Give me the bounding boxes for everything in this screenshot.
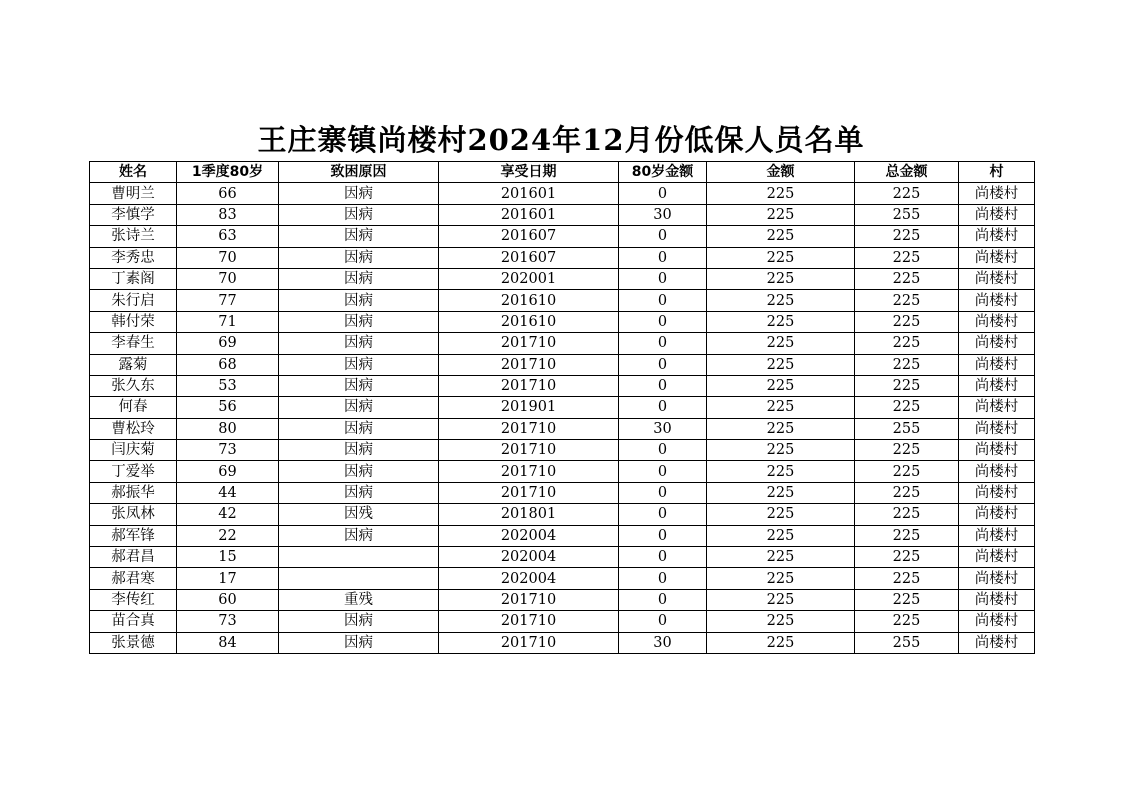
cell-village: 尚楼村 (959, 290, 1035, 311)
cell-total: 225 (855, 611, 959, 632)
cell-q1-80: 71 (177, 311, 279, 332)
cell-date: 201710 (439, 461, 619, 482)
cell-80-amount: 0 (619, 183, 707, 204)
cell-80-amount: 0 (619, 461, 707, 482)
cell-name: 闫庆菊 (90, 440, 177, 461)
table-row (90, 632, 1035, 653)
cell-name: 张景德 (90, 632, 177, 653)
cell-village: 尚楼村 (959, 568, 1035, 589)
cell-name: 李传红 (90, 589, 177, 610)
cell-amount: 225 (707, 547, 855, 568)
cell-total: 225 (855, 547, 959, 568)
cell-date: 202004 (439, 568, 619, 589)
cell-name: 韩付荣 (90, 311, 177, 332)
cell-total: 225 (855, 482, 959, 503)
cell-amount: 225 (707, 397, 855, 418)
cell-amount: 225 (707, 183, 855, 204)
cell-name: 张诗兰 (90, 226, 177, 247)
cell-80-amount: 0 (619, 525, 707, 546)
cell-date: 202001 (439, 268, 619, 289)
header-q1-80: 1季度80岁 (177, 162, 279, 183)
cell-village: 尚楼村 (959, 354, 1035, 375)
cell-amount: 225 (707, 354, 855, 375)
table-row (90, 418, 1035, 439)
table-row (90, 354, 1035, 375)
table-row (90, 204, 1035, 225)
cell-total: 225 (855, 183, 959, 204)
cell-total: 225 (855, 568, 959, 589)
cell-total: 225 (855, 354, 959, 375)
cell-q1-80: 60 (177, 589, 279, 610)
cell-q1-80: 44 (177, 482, 279, 503)
table-row (90, 397, 1035, 418)
cell-80-amount: 30 (619, 632, 707, 653)
cell-total: 225 (855, 375, 959, 396)
cell-name: 丁爱举 (90, 461, 177, 482)
cell-date: 201710 (439, 440, 619, 461)
cell-village: 尚楼村 (959, 504, 1035, 525)
header-village: 村 (959, 162, 1035, 183)
cell-q1-80: 66 (177, 183, 279, 204)
cell-amount: 225 (707, 632, 855, 653)
cell-amount: 225 (707, 589, 855, 610)
cell-q1-80: 69 (177, 333, 279, 354)
cell-q1-80: 68 (177, 354, 279, 375)
cell-80-amount: 0 (619, 311, 707, 332)
cell-name: 何春 (90, 397, 177, 418)
cell-q1-80: 22 (177, 525, 279, 546)
cell-q1-80: 53 (177, 375, 279, 396)
cell-total: 225 (855, 290, 959, 311)
table-row (90, 183, 1035, 204)
cell-amount: 225 (707, 333, 855, 354)
cell-q1-80: 77 (177, 290, 279, 311)
table-row (90, 589, 1035, 610)
cell-amount: 225 (707, 268, 855, 289)
cell-village: 尚楼村 (959, 183, 1035, 204)
cell-80-amount: 0 (619, 589, 707, 610)
cell-village: 尚楼村 (959, 311, 1035, 332)
cell-80-amount: 0 (619, 226, 707, 247)
cell-80-amount: 0 (619, 611, 707, 632)
cell-name: 郝振华 (90, 482, 177, 503)
cell-name: 张凤林 (90, 504, 177, 525)
cell-q1-80: 80 (177, 418, 279, 439)
cell-amount: 225 (707, 375, 855, 396)
cell-reason: 因病 (279, 418, 439, 439)
header-row (90, 162, 1035, 183)
cell-village: 尚楼村 (959, 418, 1035, 439)
cell-amount: 225 (707, 440, 855, 461)
cell-amount: 225 (707, 504, 855, 525)
cell-name: 李秀忠 (90, 247, 177, 268)
table-row (90, 611, 1035, 632)
cell-total: 225 (855, 589, 959, 610)
cell-reason (279, 568, 439, 589)
cell-amount: 225 (707, 611, 855, 632)
cell-village: 尚楼村 (959, 482, 1035, 503)
cell-reason: 因病 (279, 354, 439, 375)
cell-village: 尚楼村 (959, 611, 1035, 632)
cell-reason: 因病 (279, 375, 439, 396)
cell-80-amount: 0 (619, 290, 707, 311)
cell-80-amount: 0 (619, 375, 707, 396)
header-date: 享受日期 (439, 162, 619, 183)
cell-q1-80: 42 (177, 504, 279, 525)
cell-reason: 因病 (279, 290, 439, 311)
header-name: 姓名 (90, 162, 177, 183)
cell-date: 201601 (439, 204, 619, 225)
cell-date: 202004 (439, 547, 619, 568)
cell-village: 尚楼村 (959, 461, 1035, 482)
table-row (90, 311, 1035, 332)
cell-reason: 因病 (279, 183, 439, 204)
cell-q1-80: 73 (177, 440, 279, 461)
cell-amount: 225 (707, 482, 855, 503)
cell-q1-80: 83 (177, 204, 279, 225)
cell-80-amount: 0 (619, 568, 707, 589)
cell-date: 201710 (439, 632, 619, 653)
cell-name: 张久东 (90, 375, 177, 396)
cell-village: 尚楼村 (959, 247, 1035, 268)
cell-village: 尚楼村 (959, 589, 1035, 610)
page-title: 王庄寨镇尚楼村2024年12月份低保人员名单 (257, 123, 865, 157)
cell-village: 尚楼村 (959, 632, 1035, 653)
cell-reason: 重残 (279, 589, 439, 610)
table-row (90, 268, 1035, 289)
cell-total: 225 (855, 504, 959, 525)
cell-q1-80: 84 (177, 632, 279, 653)
cell-amount: 225 (707, 418, 855, 439)
table-row (90, 226, 1035, 247)
cell-date: 202004 (439, 525, 619, 546)
cell-total: 225 (855, 333, 959, 354)
cell-name: 李春生 (90, 333, 177, 354)
cell-reason: 因病 (279, 461, 439, 482)
table-row (90, 547, 1035, 568)
roster-table (89, 161, 1035, 654)
cell-reason: 因病 (279, 482, 439, 503)
table-row (90, 440, 1035, 461)
cell-date: 201710 (439, 611, 619, 632)
cell-80-amount: 0 (619, 504, 707, 525)
cell-date: 201607 (439, 247, 619, 268)
cell-date: 201710 (439, 375, 619, 396)
cell-amount: 225 (707, 226, 855, 247)
header-total: 总金额 (855, 162, 959, 183)
cell-name: 曹松玲 (90, 418, 177, 439)
cell-amount: 225 (707, 247, 855, 268)
table-row (90, 461, 1035, 482)
cell-village: 尚楼村 (959, 204, 1035, 225)
cell-total: 255 (855, 204, 959, 225)
cell-total: 255 (855, 632, 959, 653)
cell-q1-80: 17 (177, 568, 279, 589)
cell-date: 201710 (439, 589, 619, 610)
cell-amount: 225 (707, 204, 855, 225)
header-amount: 金额 (707, 162, 855, 183)
cell-reason: 因病 (279, 226, 439, 247)
cell-date: 201610 (439, 290, 619, 311)
cell-date: 201710 (439, 333, 619, 354)
cell-date: 201607 (439, 226, 619, 247)
cell-80-amount: 30 (619, 418, 707, 439)
cell-name: 郝君寒 (90, 568, 177, 589)
cell-reason: 因病 (279, 397, 439, 418)
cell-village: 尚楼村 (959, 268, 1035, 289)
cell-reason: 因病 (279, 333, 439, 354)
cell-80-amount: 0 (619, 354, 707, 375)
cell-reason: 因病 (279, 247, 439, 268)
table-row (90, 375, 1035, 396)
cell-reason: 因残 (279, 504, 439, 525)
cell-name: 曹明兰 (90, 183, 177, 204)
header-80-amount: 80岁金额 (619, 162, 707, 183)
cell-village: 尚楼村 (959, 440, 1035, 461)
table-row (90, 482, 1035, 503)
cell-name: 丁素阁 (90, 268, 177, 289)
cell-total: 225 (855, 311, 959, 332)
cell-reason: 因病 (279, 268, 439, 289)
cell-name: 露菊 (90, 354, 177, 375)
cell-80-amount: 30 (619, 204, 707, 225)
cell-date: 201901 (439, 397, 619, 418)
cell-amount: 225 (707, 568, 855, 589)
cell-name: 朱行启 (90, 290, 177, 311)
cell-80-amount: 0 (619, 440, 707, 461)
cell-total: 225 (855, 226, 959, 247)
cell-80-amount: 0 (619, 482, 707, 503)
cell-80-amount: 0 (619, 333, 707, 354)
cell-reason: 因病 (279, 632, 439, 653)
cell-date: 201601 (439, 183, 619, 204)
cell-date: 201710 (439, 418, 619, 439)
table-row (90, 290, 1035, 311)
cell-village: 尚楼村 (959, 226, 1035, 247)
table-row (90, 333, 1035, 354)
cell-village: 尚楼村 (959, 397, 1035, 418)
cell-total: 225 (855, 440, 959, 461)
cell-name: 郝军锋 (90, 525, 177, 546)
cell-q1-80: 73 (177, 611, 279, 632)
cell-date: 201801 (439, 504, 619, 525)
cell-date: 201710 (439, 482, 619, 503)
cell-q1-80: 69 (177, 461, 279, 482)
cell-reason: 因病 (279, 611, 439, 632)
cell-total: 225 (855, 268, 959, 289)
cell-village: 尚楼村 (959, 525, 1035, 546)
cell-date: 201610 (439, 311, 619, 332)
table-row (90, 568, 1035, 589)
cell-reason: 因病 (279, 311, 439, 332)
cell-amount: 225 (707, 290, 855, 311)
cell-total: 225 (855, 397, 959, 418)
cell-reason: 因病 (279, 440, 439, 461)
cell-reason: 因病 (279, 525, 439, 546)
cell-total: 255 (855, 418, 959, 439)
cell-80-amount: 0 (619, 397, 707, 418)
table-row (90, 247, 1035, 268)
table-row (90, 504, 1035, 525)
cell-q1-80: 70 (177, 247, 279, 268)
cell-reason (279, 547, 439, 568)
cell-80-amount: 0 (619, 247, 707, 268)
table-row (90, 525, 1035, 546)
cell-q1-80: 63 (177, 226, 279, 247)
cell-name: 苗合真 (90, 611, 177, 632)
cell-total: 225 (855, 525, 959, 546)
header-reason: 致困原因 (279, 162, 439, 183)
cell-village: 尚楼村 (959, 333, 1035, 354)
cell-80-amount: 0 (619, 547, 707, 568)
cell-name: 郝君昌 (90, 547, 177, 568)
cell-q1-80: 70 (177, 268, 279, 289)
cell-q1-80: 56 (177, 397, 279, 418)
cell-amount: 225 (707, 525, 855, 546)
cell-date: 201710 (439, 354, 619, 375)
cell-amount: 225 (707, 311, 855, 332)
cell-name: 李慎学 (90, 204, 177, 225)
cell-total: 225 (855, 247, 959, 268)
cell-reason: 因病 (279, 204, 439, 225)
cell-village: 尚楼村 (959, 547, 1035, 568)
cell-80-amount: 0 (619, 268, 707, 289)
cell-q1-80: 15 (177, 547, 279, 568)
cell-amount: 225 (707, 461, 855, 482)
cell-total: 225 (855, 461, 959, 482)
cell-village: 尚楼村 (959, 375, 1035, 396)
